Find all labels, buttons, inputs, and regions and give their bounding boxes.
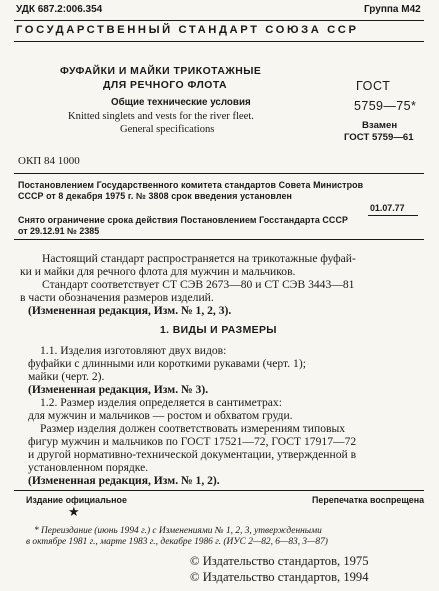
intro-p1-line-2: ки и майки для речного флота для мужчин и мальчиков.	[20, 265, 296, 278]
intro-edit-note: (Измененная редакция, Изм. № 1, 2, 3).	[28, 304, 232, 317]
english-title-line-2: General specifications	[120, 124, 215, 135]
title-line-1: ФУФАЙКИ И МАЙКИ ТРИКОТАЖНЫЕ	[60, 66, 262, 77]
reprint-forbidden: Перепечатка воспрещена	[312, 495, 425, 505]
decree-date-underline	[368, 215, 418, 216]
group-code: Группа М42	[364, 4, 421, 15]
decree-line-1: Постановлением Государственного комитета стандартов Совета Министров	[18, 180, 364, 190]
star-icon: ★	[68, 505, 80, 520]
state-standard-banner: ГОСУДАРСТВЕННЫЙ СТАНДАРТ СОЮЗА ССР	[16, 24, 359, 36]
okp-code: ОКП 84 1000	[18, 155, 80, 167]
udk-code: УДК 687.2:006.354	[16, 4, 103, 15]
copyright-1994: © Издательство стандартов, 1994	[190, 570, 369, 584]
intro-p2-line-1: Стандарт соответствует СТ СЭВ 2673—80 и СТ СЭВ 3443—81	[42, 278, 355, 291]
section-line-10: установленном порядке.	[28, 461, 149, 474]
section-line-8: фигур мужчин и мальчиков по ГОСТ 17521—72, ГОСТ 17917—72	[28, 435, 357, 448]
section-line-7: Размер изделия должен соответствовать измерениям типовых	[40, 422, 346, 435]
decree-line-2: СССР от 8 декабря 1975 г. № 3808 срок введения установлен	[18, 191, 292, 201]
section-line-1: 1.1. Изделия изготовляют двух видов:	[40, 344, 227, 357]
replaced-standard: ГОСТ 5759—61	[344, 132, 414, 143]
section-edit-note-2: (Измененная редакция, Изм. № 1, 2).	[28, 474, 220, 487]
gost-label: ГОСТ	[356, 79, 391, 93]
decree-rule	[14, 239, 424, 240]
reprint-note-line-2: в октябре 1981 г., марте 1983 г., декабре 1986 г. (ИУС 2—82, 6—83, 3—87)	[26, 537, 328, 547]
section-edit-note-1: (Измененная редакция, Изм. № 3).	[28, 383, 209, 396]
english-title-line-1: Knitted singlets and vests for the river fleet.	[68, 111, 254, 122]
intro-p1-line-1: Настоящий стандарт распространяется на трикотажные фуфай-	[42, 252, 356, 265]
restriction-line-1: Снято ограничение срока действия Постановлением Госстандарта СССР	[18, 215, 348, 225]
section-line-2: фуфайки с длинными или короткими рукавами (черт. 1);	[28, 357, 306, 370]
official-edition: Издание официальное	[26, 495, 127, 505]
subtitle: Общие технические условия	[111, 97, 251, 108]
section-line-9: и другой нормативно-технической документации, утвержденной в	[28, 448, 357, 461]
intro-p2-line-2: в части обозначения размеров изделий.	[20, 291, 214, 304]
restriction-line-2: от 29.12.91 № 2385	[18, 226, 100, 236]
header-rule	[14, 20, 424, 21]
title-line-2: ДЛЯ РЕЧНОГО ФЛОТА	[103, 80, 228, 91]
banner-rule	[14, 41, 424, 42]
okp-rule	[14, 173, 424, 174]
section-line-5: 1.2. Размер изделия определяется в сантиметрах:	[40, 396, 282, 409]
decree-date: 01.07.77	[370, 203, 405, 213]
reprint-note-line-1: * Переиздание (июнь 1994 г.) с Изменениями № 1, 2, 3, утвержденными	[34, 526, 322, 536]
footer-rule	[14, 490, 424, 491]
gost-number: 5759—75*	[354, 99, 417, 113]
section-title: 1. ВИДЫ И РАЗМЕРЫ	[160, 325, 277, 336]
section-line-6: для мужчин и мальчиков — ростом и обхватом груди.	[28, 409, 293, 422]
section-line-3: майки (черт. 2).	[28, 370, 105, 383]
copyright-1975: © Издательство стандартов, 1975	[190, 554, 369, 568]
replaced-label: Взамен	[362, 120, 398, 131]
